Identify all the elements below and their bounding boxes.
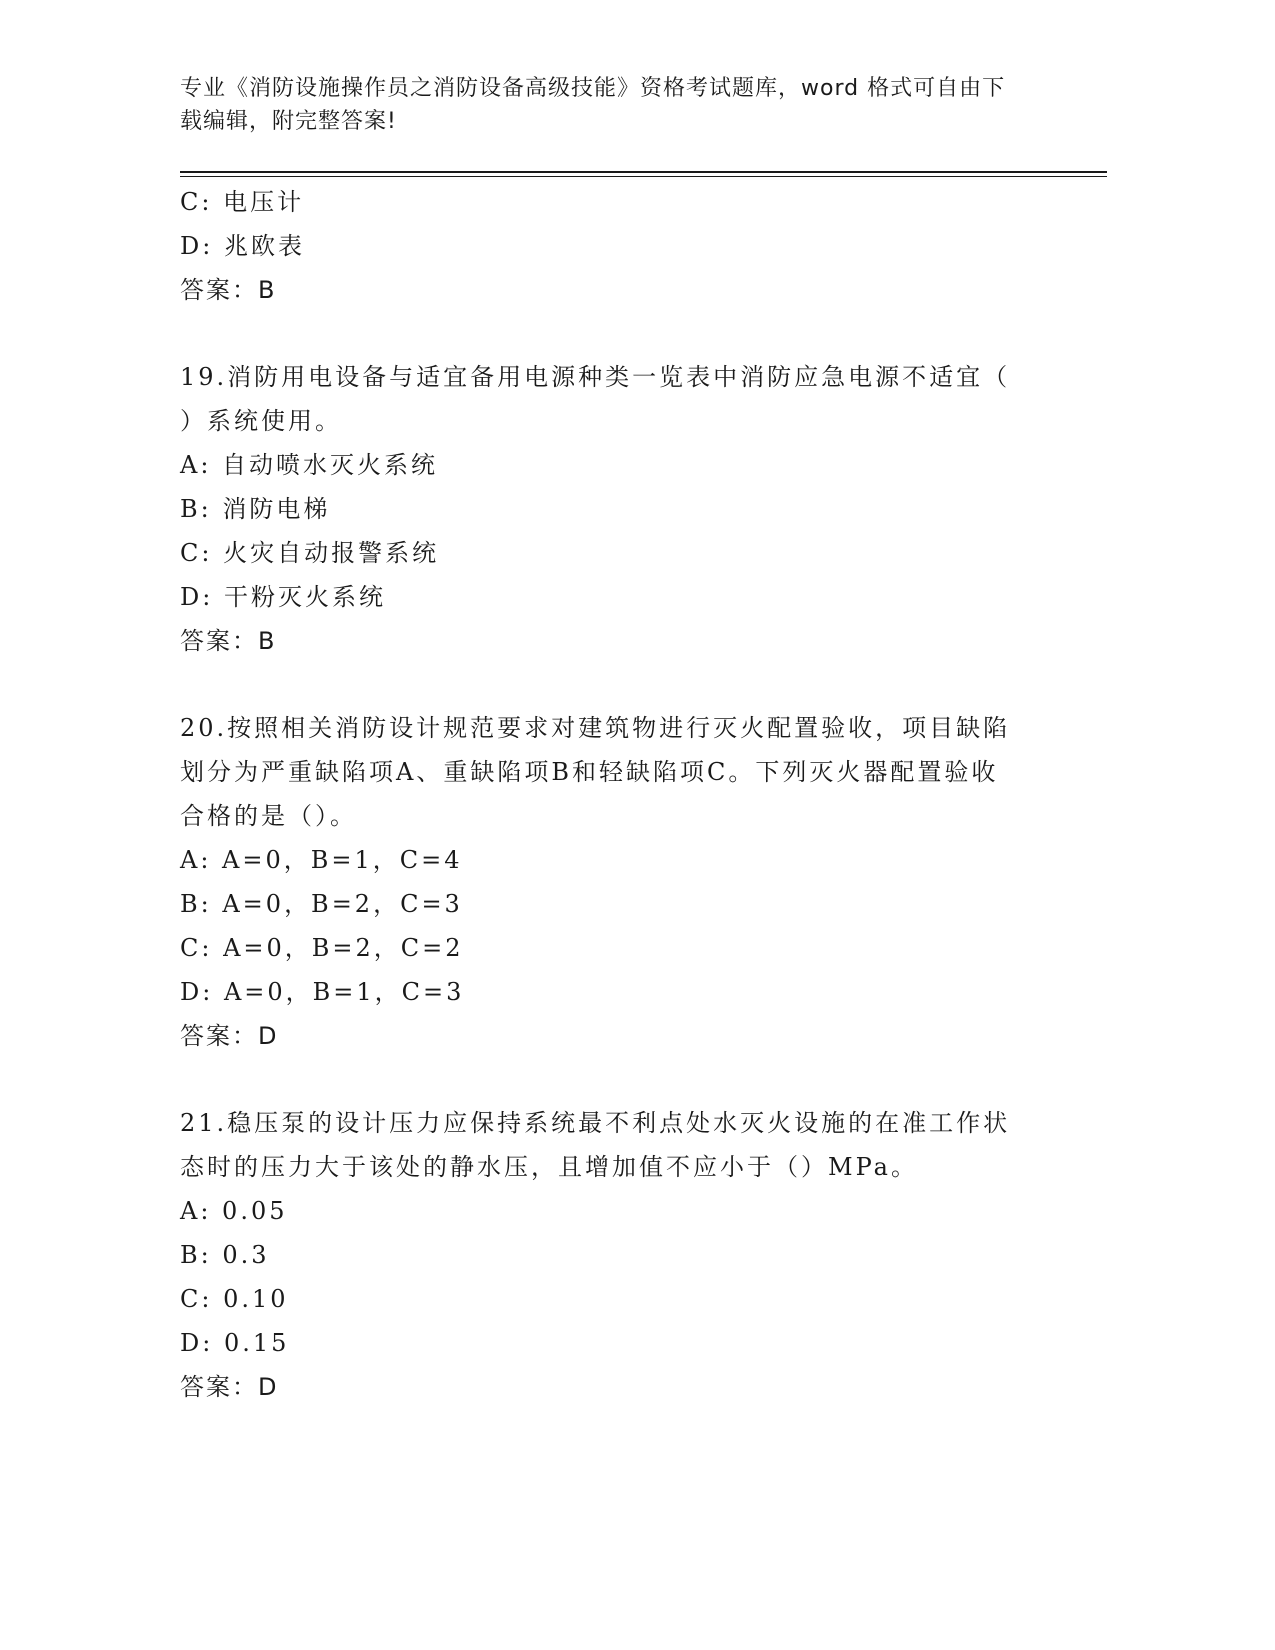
answer-label: 答案：D — [180, 1373, 279, 1401]
header-line: 专业《消防设施操作员之消防设备高级技能》资格考试题库，word 格式可自由下 — [180, 76, 1006, 101]
question-18-continued — [180, 180, 1040, 312]
stem-line: 划分为严重缺陷项A、重缺陷项B和轻缺陷项C。下列灭火器配置验收 — [180, 758, 999, 786]
question-21 — [180, 1101, 1040, 1409]
option-a: A: 自动喷水灭火系统 — [180, 451, 439, 479]
spacer — [180, 663, 1040, 706]
option-c: C: 火灾自动报警系统 — [180, 539, 440, 567]
option-d: D: 兆欧表 — [180, 232, 305, 260]
stem-line: 21.稳压泵的设计压力应保持系统最不利点处水灭火设施的在准工作状 — [180, 1109, 1011, 1137]
stem-line: 合格的是（）。 — [180, 802, 357, 830]
question-list — [180, 180, 1040, 1409]
answer-label: 答案：D — [180, 1022, 279, 1050]
option-c: C: 电压计 — [180, 188, 305, 216]
question-19 — [180, 355, 1040, 663]
option-d: D: A=0，B=1，C=3 — [180, 978, 465, 1006]
option-c: C: A=0，B=2，C=2 — [180, 934, 464, 962]
answer-label: 答案：B — [180, 627, 277, 655]
stem-line: 态时的压力大于该处的静水压，且增加值不应小于（）MPa。 — [180, 1153, 918, 1181]
option-b: B: 消防电梯 — [180, 495, 331, 523]
option-c: C: 0.10 — [180, 1285, 289, 1313]
spacer — [180, 1058, 1040, 1101]
stem-line: 20.按照相关消防设计规范要求对建筑物进行灭火配置验收，项目缺陷 — [180, 714, 1011, 742]
option-a: A: A=0，B=1，C=4 — [180, 846, 463, 874]
option-a: A: 0.05 — [180, 1197, 288, 1225]
option-b: B: A=0，B=2，C=3 — [180, 890, 463, 918]
answer-label: 答案：B — [180, 276, 277, 304]
option-d: D: 干粉灭火系统 — [180, 583, 386, 611]
question-stem — [180, 706, 1040, 838]
header-line: 载编辑，附完整答案! — [180, 109, 397, 134]
header-divider — [180, 171, 1107, 173]
header-divider-thin — [180, 176, 1107, 177]
option-d: D: 0.15 — [180, 1329, 290, 1357]
option-b: B: 0.3 — [180, 1241, 270, 1269]
question-stem — [180, 355, 1040, 443]
stem-line: ）系统使用。 — [180, 407, 342, 435]
page-header — [180, 72, 1040, 138]
question-20 — [180, 706, 1040, 1058]
stem-line: 19.消防用电设备与适宜备用电源种类一览表中消防应急电源不适宜（ — [180, 363, 1011, 391]
question-stem — [180, 1101, 1040, 1189]
spacer — [180, 312, 1040, 355]
